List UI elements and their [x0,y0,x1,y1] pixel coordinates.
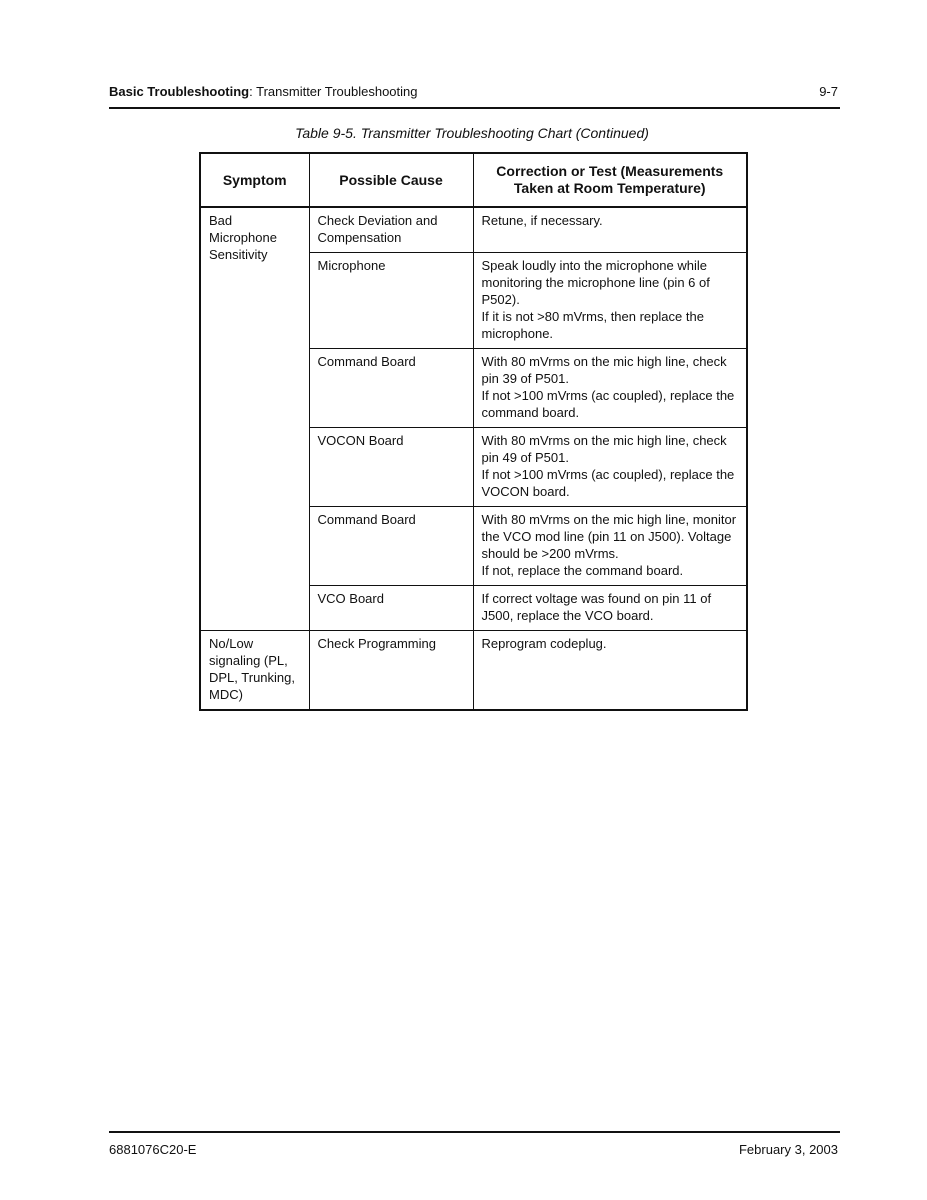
footer-rule [109,1131,840,1133]
troubleshooting-table [199,152,748,711]
correction-cell [473,207,747,253]
correction-cell [473,349,747,428]
correction-line: If correct voltage was found on pin 11 of J500, replace the VCO board. [481,591,712,623]
table-row [200,207,747,253]
correction-line: Retune, if necessary. [481,213,603,228]
correction-line: If not >100 mVrms (ac coupled), replace the command board. [481,388,735,420]
cause-cell: Command Board [309,507,473,586]
correction-line: If it is not >80 mVrms, then replace the microphone. [481,309,704,341]
section-title-bold: Basic Troubleshooting [109,84,250,99]
cause-cell: Command Board [309,349,473,428]
correction-cell [473,586,747,631]
correction-line: If not, replace the command board. [481,563,684,578]
cause-cell: VCO Board [309,586,473,631]
symptom-cell: No/Low signaling (PL, DPL, Trunking, MDC) [200,631,309,711]
column-header-symptom: Symptom [200,153,309,207]
running-footer [109,1142,840,1160]
column-header-possible-cause: Possible Cause [309,153,473,207]
correction-cell [473,428,747,507]
cause-cell: VOCON Board [309,428,473,507]
correction-cell [473,253,747,349]
running-header [109,83,840,107]
table-caption: Table 9-5. Transmitter Troubleshooting Chart (Continued) [295,125,649,141]
symptom-cell: Bad Microphone Sensitivity [200,207,309,631]
section-title-rest: : Transmitter Troubleshooting [249,84,418,99]
header-rule [109,107,840,109]
table-row [200,631,747,711]
correction-cell [473,507,747,586]
cause-cell: Microphone [309,253,473,349]
correction-line: With 80 mVrms on the mic high line, monitor the VCO mod line (pin 11 on J500). Voltage should be >200 mVrms. [481,512,737,561]
cause-cell: Check Programming [309,631,473,711]
correction-line: If not >100 mVrms (ac coupled), replace the VOCON board. [481,467,735,499]
correction-line: With 80 mVrms on the mic high line, check pin 49 of P501. [481,433,727,465]
column-header-correction: Correction or Test (Measurements Taken at Room Temperature) [473,153,747,207]
publication-date: February 3, 2003 [738,1142,838,1157]
correction-line: Reprogram codeplug. [481,636,607,651]
cause-cell: Check Deviation and Compensation [309,207,473,253]
document-number: 6881076C20-E [109,1142,197,1157]
correction-cell [473,631,747,711]
section-title [109,84,417,100]
correction-line: Speak loudly into the microphone while monitoring the microphone line (pin 6 of P502). [481,258,710,307]
page-number: 9-7 [819,84,838,99]
table-header-row [200,153,747,207]
correction-line: With 80 mVrms on the mic high line, check pin 39 of P501. [481,354,727,386]
